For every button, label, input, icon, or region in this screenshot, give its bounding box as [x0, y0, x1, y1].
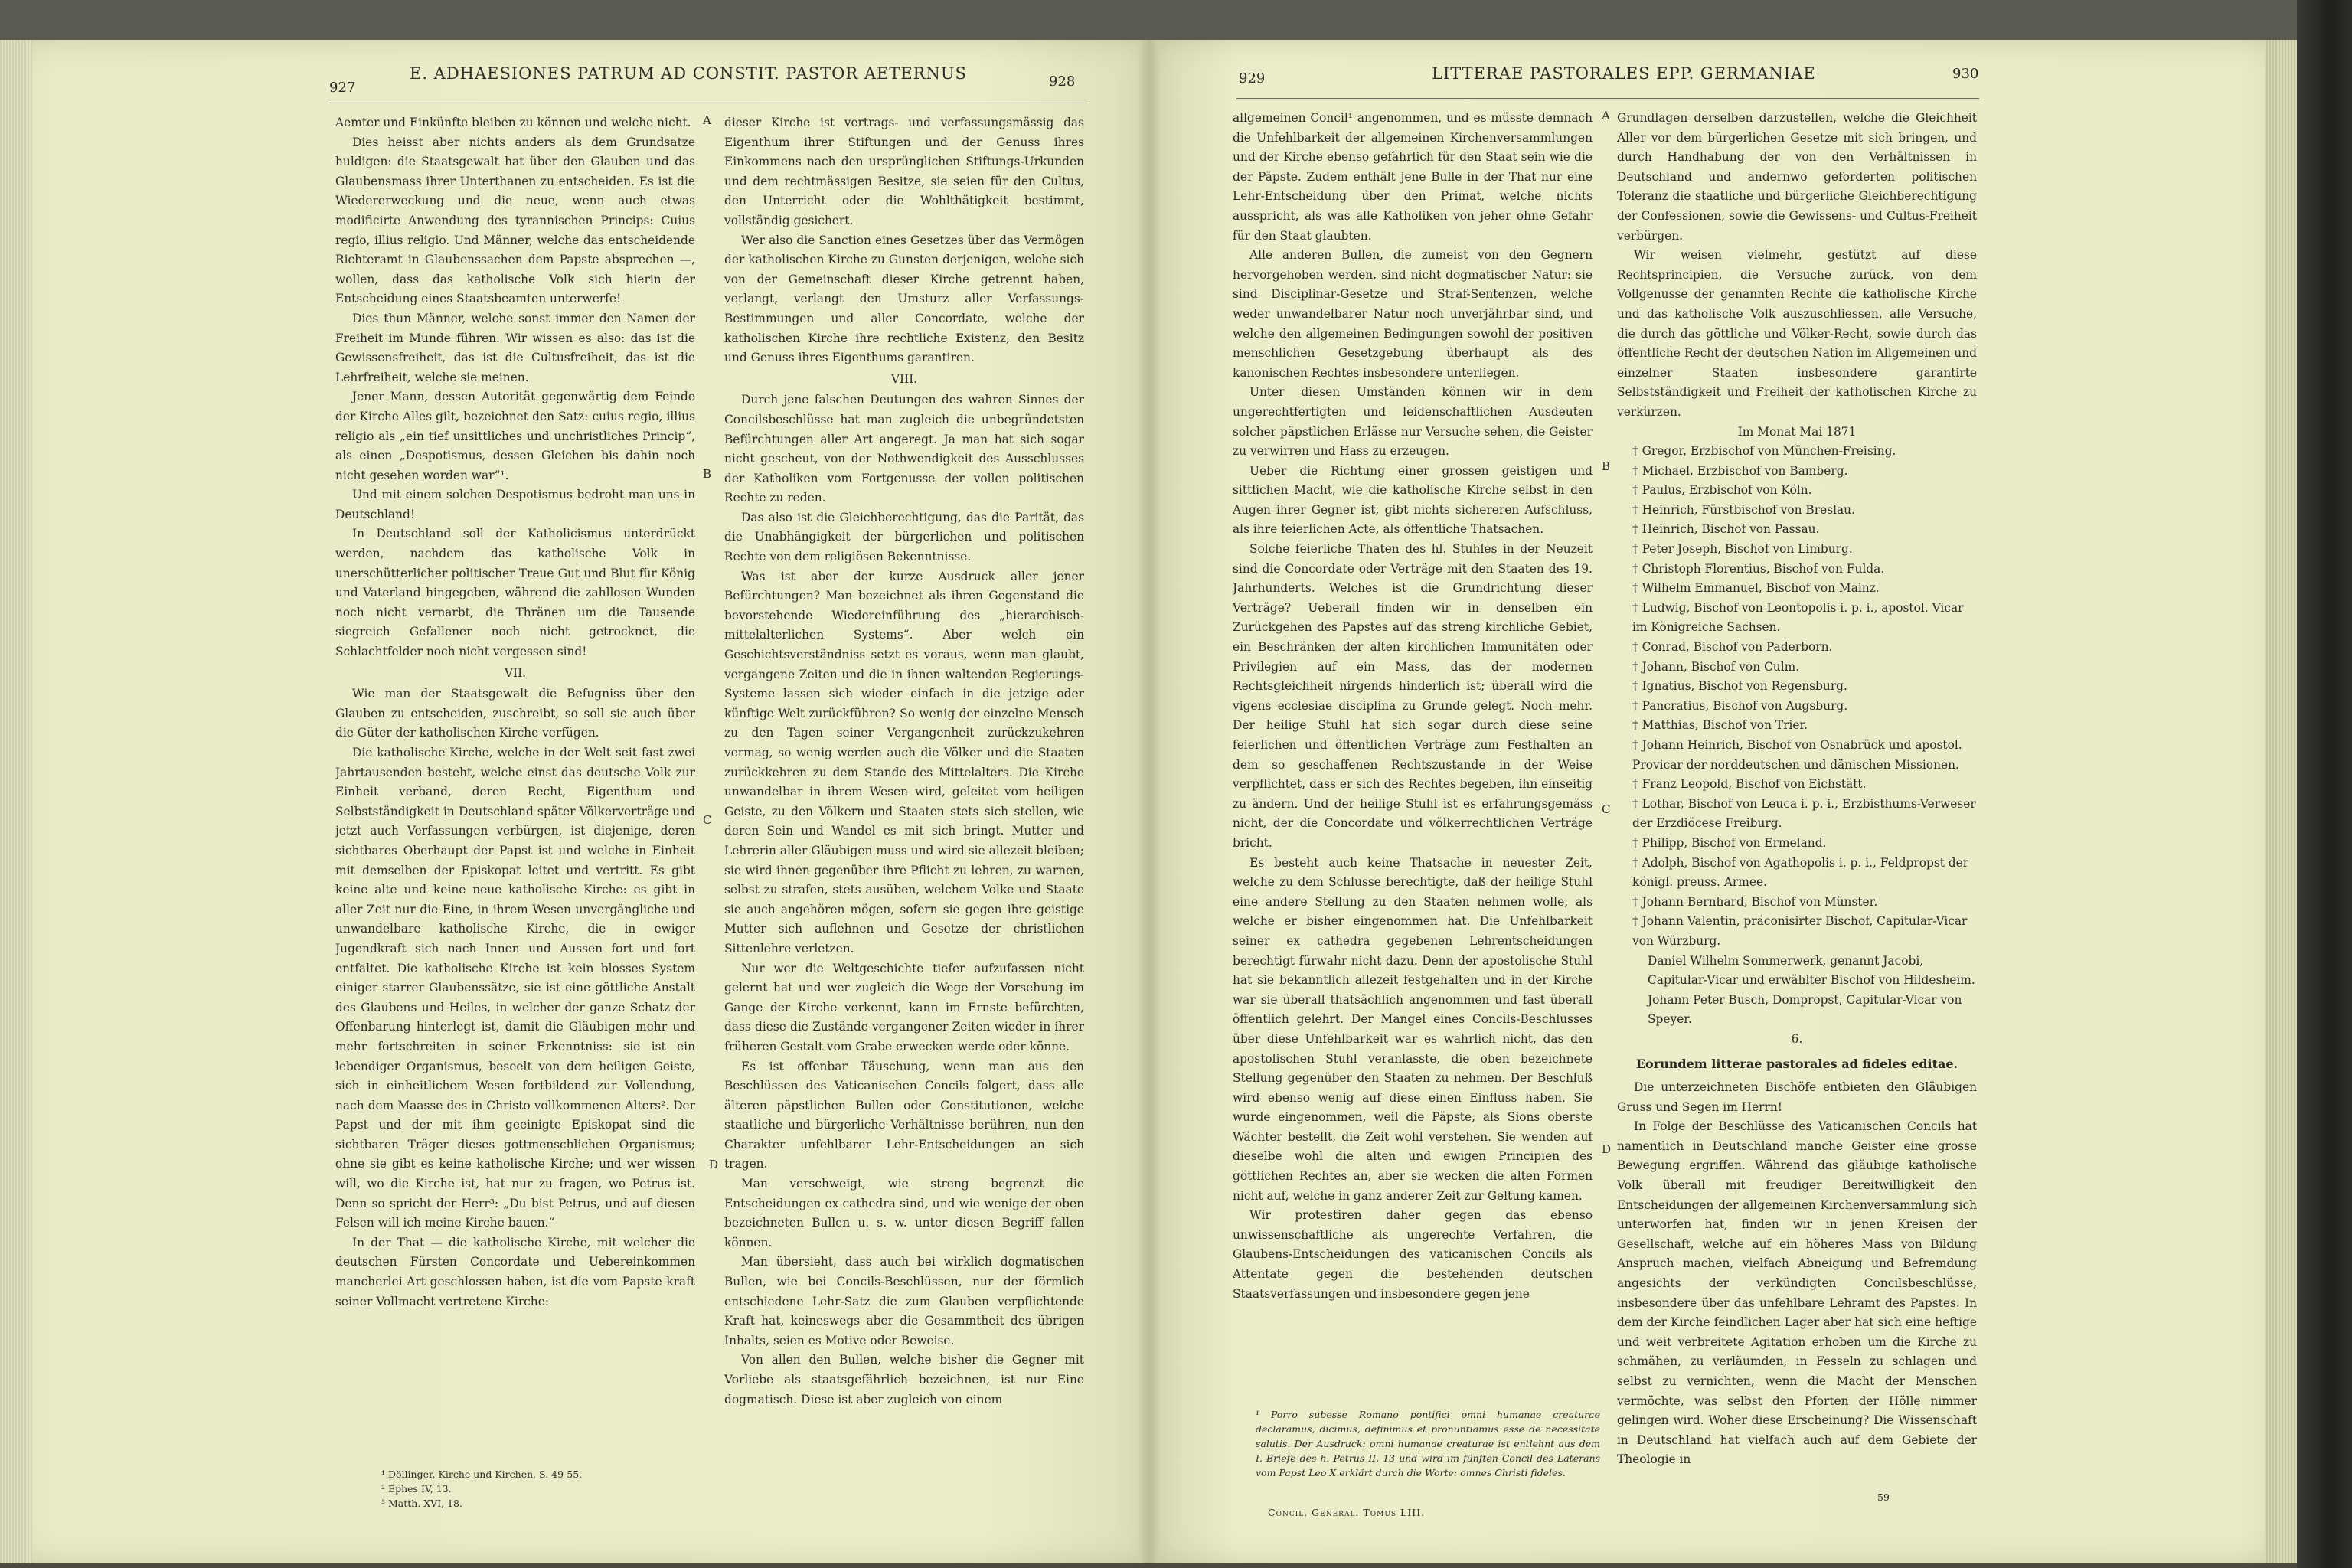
running-head: E. ADHAESIONES PATRUM AD CONSTIT. PASTOR AETERNUS [410, 64, 967, 83]
paragraph: Von allen den Bullen, welche bisher die Gegner mit Vorliebe als staatsgefährlich bezeichnen, ist nur Eine dogmatisch. Diese ist aber zugleich von einem [724, 1353, 1084, 1406]
paragraph: Wir weisen vielmehr, gestützt auf diese Rechtsprincipien, die Versuche zurück, von dem Vollgenusse der genannten Rechte die katholische Kirche und das katholische Volk auszuschliessen, alle Versuche, die durch das göttliche und Völker-Recht, sowie durch das öffentliche Recht der deutschen Nation im Allgemeinen und einzelner Staaten insbesondere garantirte Selbstständigkeit und Freiheit der katholischen Kirche zu verkürzen. [1617, 248, 1977, 419]
left-page-column-2 [724, 113, 1084, 1476]
left-page-column-1 [335, 113, 695, 1499]
signatory: † Pancratius, Bischof von Augsburg. [1632, 698, 1848, 713]
signatory: † Matthias, Bischof von Trier. [1632, 718, 1808, 733]
paragraph: Wie man der Staatsgewalt die Befugniss über den Glauben zu entscheiden, zuschreibt, so soll sie auch über die Güter der katholischen Kirche verfügen. [335, 687, 695, 740]
paragraph: Ueber die Richtung einer grossen geistigen und sittlichen Macht, wie die katholische Kirche selbst in den Augen ihrer Gegner ist, gibt nichts sichereren Aufschluss, als ihre feierlichen Acte, als öffentliche Thatsachen. [1233, 463, 1592, 537]
background-top [0, 0, 2297, 40]
signatory: † Gregor, Erzbischof von München-Freising. [1632, 444, 1896, 459]
signatory: † Wilhelm Emmanuel, Bischof von Mainz. [1632, 581, 1880, 596]
paragraph: Durch jene falschen Deutungen des wahren Sinnes der Concilsbeschlüsse hat man zugleich die unbegründetsten Befürchtungen aller Art angeregt. Ja man hat sich sogar nicht gescheut, von der Nothwendigkeit des Ausschlusses der Katholiken vom Fortgenusse der vollen politischen Rechte zu reden. [724, 393, 1084, 505]
book-gutter [1139, 40, 1159, 1563]
paragraph: Man übersieht, dass auch bei wirklich dogmatischen Bullen, wie bei Concils-Beschlüssen, nur der förmlich entschiedene Lehr-Satz die zum Glauben verpflichtende Kraft hat, keineswegs aber die Gesammtheit des übrigen Inhalts, seien es Motive oder Beweise. [724, 1255, 1084, 1348]
page-number: 930 [1952, 66, 1979, 82]
section-number: 6. [1791, 1031, 1803, 1046]
page-number: 929 [1239, 70, 1266, 87]
right-page-column-2 [1617, 109, 1977, 1487]
signatory: † Franz Leopold, Bischof von Eichstätt. [1632, 777, 1867, 792]
signatory: † Peter Joseph, Bischof von Limburg. [1632, 542, 1853, 557]
section-heading: VII. [504, 665, 527, 680]
signatory: † Johann Bernhard, Bischof von Münster. [1632, 894, 1878, 909]
paragraph: Und mit einem solchen Despotismus bedroht man uns in Deutschland! [335, 488, 695, 521]
page-number: 927 [329, 80, 356, 96]
signatory: † Johann, Bischof von Culm. [1632, 659, 1800, 674]
page-number: 928 [1049, 74, 1076, 90]
paragraph: In Deutschland soll der Katholicismus unterdrückt werden, nachdem das katholische Volk in unerschütterlicher politischer Treue Gut und Blut für König und Vaterland hingegeben, während die zahllosen Wunden noch nicht vernarbt, die Thränen um die Tausende siegreich Gefallener noch nicht getrocknet, die Schlachtfelder noch nicht vergessen sind! [335, 527, 695, 659]
signatory: † Michael, Erzbischof von Bamberg. [1632, 463, 1848, 478]
footnote: ¹ Döllinger, Kirche und Kirchen, S. 49-55. [381, 1468, 583, 1480]
paragraph: Solche feierliche Thaten des hl. Stuhles in der Neuzeit sind die Concordate oder Verträge mit den Staaten des 19. Jahrhunderts. Welches ist die Grundrichtung dieser Verträge? Ueberall finden wir in denselben ein Zurückgehen des Papstes auf das streng kirchliche Gebiet, ein Beschränken der alten kirchlichen Immunitäten oder Privilegien auf ein Mass, das der modernen Rechtsgleichheit nirgends hinderlich ist; überall wird die vigens ecclesiae disciplina zu Grunde gelegt. Noch mehr. Der heilige Stuhl hat sich sogar durch diese seine feierlichen und öffentlichen Verträge zum Festhalten an dem so geschaffenen Rechtszustande in der Weise verpflichtet, dass er sich des Rechtes begeben, ihn einseitig zu ändern. Und der heilige Stuhl ist es erfahrungsgemäss nicht, der die Concordate und völkerrechtlichen Verträge bricht. [1233, 542, 1592, 850]
paragraph: Wer also die Sanction eines Gesetzes über das Vermögen der katholischen Kirche zu Gunsten derjenigen, welche sich von der Gemeinschaft dieser Kirche getrennt haben, verlangt, verlangt den Umsturz aller Verfassungs-Bestimmungen und aller Concordate, welche der katholischen Kirche ihre rechtliche Existenz, den Besitz und Genuss ihres Eigenthums garantiren. [724, 233, 1084, 365]
margin-mark: B [1602, 459, 1611, 473]
paragraph: In der That — die katholische Kirche, mit welcher die deutschen Fürsten Concordate und Uebereinkommen mancherlei Art geschlossen haben, ist die vom Papste kraft seiner Vollmacht vertretene Kirche: [335, 1235, 695, 1308]
margin-mark: C [703, 813, 712, 827]
paragraph: Nur wer die Weltgeschichte tiefer aufzufassen nicht gelernt hat und wer zugleich die Wege der Vorsehung im Gange der Kirche verkennt, kann im Ernste befürchten, dass diese die Zustände vergangener Zeiten wieder in ihrer früheren Gestalt vom Grabe erwecken werde oder könne. [724, 961, 1084, 1054]
paragraph: Man verschweigt, wie streng begrenzt die Entscheidungen ex cathedra sind, und wie wenige der oben bezeichneten Bullen u. s. w. unter diesen Begriff fallen können. [724, 1177, 1084, 1250]
signatory: † Johann Valentin, präconisirter Bischof, Capitular-Vicar von Würzburg. [1632, 914, 1968, 948]
signatory: † Philipp, Bischof von Ermeland. [1632, 835, 1827, 850]
paragraph: Alle anderen Bullen, die zumeist von den Gegnern hervorgehoben werden, sind nicht dogmatischer Natur: sie sind Disciplinar-Gesetze und Straf-Sentenzen, welche weder unwandelbarer Natur noch unverjährbar sind, und welche den allgemeinen Bedingungen sowohl der positiven menschlichen Gesetzgebung überhaupt als des kanonischen Rechtes insbesondere unterliegen. [1233, 248, 1592, 380]
paragraph: Es besteht auch keine Thatsache in neuester Zeit, welche zu dem Schlusse berechtigte, daß der heilige Stuhl eine andere Stellung zu den Staaten nehmen wolle, als welche er bisher eingenommen hat. Die Unfehlbarkeit seiner ex cathedra gegebenen Lehrentscheidungen berechtigt fürwahr nicht dazu. Denn der apostolische Stuhl hat sie bekanntlich allezeit festgehalten und in der Kirche war sie überall thatsächlich angenommen und fast überall öffentlich gelehrt. Der Mangel eines Concils-Beschlusses über diese Unfehlbarkeit war es wahrlich nicht, das den apostolischen Stuhl veranlasste, die oben bezeichnete Stellung gegenüber den Staaten zu nehmen. Der Beschluß wird ebenso wenig auf diese einen Einfluss haben. Sie wurde eingenommen, weil die Päpste, als Sions oberste Wächter bestellt, die Zeit wohl verstehen. Sie wenden auf dieselbe wohl die alten und ewigen Principien des göttlichen Rechtes an, aber sie wecken die alten Formen nicht auf, welche in ganz anderer Zeit zur Geltung kamen. [1233, 855, 1592, 1203]
paragraph: Grundlagen derselben darzustellen, welche die Gleichheit Aller vor dem bürgerlichen Gesetze mit sich bringen, und durch Handhabung der von den Verhältnissen in Deutschland und andernwo geforderten politischen Toleranz die staatliche und bürgerliche Gleichberechtigung der Confessionen, sowie die Gewissens- und Cultus-Freiheit verbürgen. [1617, 111, 1977, 243]
signatory: † Heinrich, Fürstbischof von Breslau. [1632, 502, 1855, 517]
margin-mark: A [703, 113, 711, 127]
margin-mark: B [703, 467, 712, 481]
paragraph: Was ist aber der kurze Ausdruck aller jener Befürchtungen? Man bezeichnet als ihren Gegenstand die bevorstehende Wiedereinführung des „hierarchisch-mittelalterlichen Systems“. Aber welch ein Geschichtsverständniss setzt es voraus, wenn man glaubt, vergangene Zeiten und die in ihnen waltenden Regierungs-Systeme lassen sich wieder einfach in die jetzige oder künftige Welt zurückführen? So wenig der einzelne Mensch zu den Tagen seiner Vergangenheit zurückzukehren vermag, so wenig werden auch die Völker und die Staaten zurückkehren zu dem Stande des Mittelalters. Die Kirche unwandelbar in ihrem Wesen wird, geleitet vom heiligen Geiste, zu den Völkern und Staaten stets sich stellen, wie deren Sein und Wandel es mit sich bringt. Mutter und Lehrerin aller Gläubigen muss und wird sie allezeit bleiben; sie wird ihnen gegenüber ihre Pflicht zu lehren, zu warnen, selbst zu strafen, stets ausüben, welchem Volke und Staate sie auch angehören mögen, sofern sie gegen ihre geistige Mutter sich auflehnen und Gesetze der christlichen Sittenlehre verletzen. [724, 569, 1084, 956]
page-edges-left [0, 40, 32, 1563]
signatory: † Conrad, Bischof von Paderborn. [1632, 640, 1833, 655]
paragraph: allgemeinen Concil¹ angenommen, und es müsste demnach die Unfehlbarkeit der allgemeinen Kirchenversammlungen und der Kirche ebenso gefährlich für den Staat sein wie die der Päpste. Zudem enthält jene Bulle in der That nur eine Lehr-Entscheidung über den Primat, welche nichts ausspricht, als was alle Katholiken von jeher ohne Gefahr für den Staat glaubten. [1233, 111, 1592, 243]
right-page-column-1 [1233, 109, 1592, 1387]
signatory: † Johann Heinrich, Bischof von Osnabrück und apostol. Provicar der norddeutschen und dänischen Missionen. [1632, 738, 1962, 772]
signatory: † Christoph Florentius, Bischof von Fulda. [1632, 561, 1885, 576]
page-edges-right [2265, 40, 2297, 1563]
paragraph: Unter diesen Umständen können wir in dem ungerechtfertigten und leidenschaftlichen Ausdeuten solcher päpstlichen Erlässe nur Versuche sehen, die Geister zu verwirren und Hass zu erzeugen. [1233, 385, 1592, 459]
header-rule [1236, 98, 1979, 99]
book-spine [2297, 0, 2352, 1568]
paragraph: Aemter und Einkünfte bleiben zu können und welche nicht. [335, 116, 691, 129]
signatory: Daniel Wilhelm Sommerwerk, genannt Jacobi, Capitular-Vicar und erwählter Bischof von Hildesheim. [1648, 953, 1975, 988]
running-head: LITTERAE PASTORALES EPP. GERMANIAE [1432, 64, 1816, 83]
signatory: † Ludwig, Bischof von Leontopolis i. p. i., apostol. Vicar im Königreiche Sachsen. [1632, 600, 1964, 635]
margin-mark: C [1602, 802, 1611, 816]
paragraph: Die unterzeichneten Bischöfe entbieten den Gläubigen Gruss und Segen im Herrn! [1617, 1080, 1977, 1114]
paragraph: Das also ist die Gleichberechtigung, das die Parität, das die Unabhängigkeit der bürgerlichen und politischen Rechte von dem religiösen Bekenntnisse. [724, 510, 1084, 564]
signatory: † Lothar, Bischof von Leuca i. p. i., Erzbisthums-Verweser der Erzdiöcese Freiburg. [1632, 796, 1976, 831]
signatory: † Adolph, Bischof von Agathopolis i. p. i., Feldpropst der königl. preuss. Armee. [1632, 855, 1969, 890]
date-line: Im Monat Mai 1871 [1737, 424, 1857, 439]
paragraph: Wir protestiren daher gegen das ebenso unwissenschaftliche als ungerechte Verfahren, die Glaubens-Entscheidungen des vaticanischen Concils als Attentate gegen die bestehenden deutschen Staatsverfassungen und insbesondere gegen jene [1233, 1208, 1592, 1301]
paragraph: Dies thun Männer, welche sonst immer den Namen der Freiheit im Munde führen. Wir wissen es also: das ist die Gewissensfreiheit, das ist die Cultusfreiheit, das ist die Lehrfreiheit, welche sie meinen. [335, 311, 695, 384]
signatory: † Ignatius, Bischof von Regensburg. [1632, 679, 1847, 694]
margin-mark: D [1602, 1142, 1612, 1156]
paragraph: Jener Mann, dessen Autorität gegenwärtig dem Feinde der Kirche Alles gilt, bezeichnet den Satz: cuius regio, illius religio als „ein tief unsittliches und unchristliches Princip“, als einen „Despotismus, dessen Gleichen bis dahin noch nicht gesehen worden war“¹. [335, 390, 695, 482]
footnote: ¹ Porro subesse Romano pontifici omni humanae creaturae declaramus, dicimus, definimus et pronuntiamus esse de necessitate salutis. Der Ausdruck: omni humanae creaturae ist entlehnt aus dem I. Briefe des h. Petrus II, 13 und wird im fünften Concil des Laterans vom Papst Leo X erklärt durch die Worte: omnes Christi fideles. [1256, 1409, 1600, 1478]
section-heading: VIII. [890, 371, 918, 386]
signatory: † Heinrich, Bischof von Passau. [1632, 522, 1820, 537]
signature-line: Concil. General. Tomus LIII. [1268, 1507, 1426, 1518]
signature-number: 59 [1877, 1491, 1890, 1503]
signatory: Johann Peter Busch, Dompropst, Capitular-Vicar von Speyer. [1648, 992, 1962, 1027]
margin-mark: D [709, 1158, 719, 1171]
paragraph: Die katholische Kirche, welche in der Welt seit fast zwei Jahrtausenden besteht, welche einst das deutsche Volk zur Einheit verband, deren Recht, Eigenthum und Selbstständigkeit in Deutschland später Völkerverträge und jetzt auch Verfassungen verbürgen, ist diejenige, deren sichtbares Oberhaupt der Papst ist und welche in Einheit mit demselben der Episkopat leitet und vertritt. Es gibt keine alte und keine neue katholische Kirche: es gibt in aller Zeit nur die Eine, in ihrem Wesen unvergängliche und unwandelbare katholische Kirche, die in ewiger Jugendkraft sich nach Innen und Aussen fort und fort entfaltet. Die katholische Kirche ist kein blosses System einiger starrer Glaubenssätze, sie ist eine göttliche Anstalt des Glaubens und Heiles, in welcher der ganze Schatz der Offenbarung hinterlegt ist, damit die Gläubigen mehr und mehr fortschreiten in seiner Erkenntniss: sie ist ein lebendiger Organismus, beseelt von dem heiligen Geiste, sich in einheitlichem Wesen fortbildend zur Vollendung, nach dem Maasse des in Christo vollkommenen Alters². Der Papst und der mit ihm geeinigte Episkopat sind die sichtbaren Träger dieses gottmenschlichen Organismus; ohne sie gibt es keine katholische Kirche; und wer wissen will, wo die Kirche ist, hat nur zu fragen, wo Petrus ist. Denn so spricht der Herr³: „Du bist Petrus, und auf diesen Felsen will ich meine Kirche bauen.“ [335, 746, 695, 1230]
paragraph: In Folge der Beschlüsse des Vaticanischen Concils hat namentlich in Deutschland manche Geister eine grosse Bewegung ergriffen. Während das gläubige katholische Volk überall mit freudiger Bereitwilligkeit den Entscheidungen der allgemeinen Kirchenversammlung sich unterworfen hat, finden wir in jenen Kreisen der Gesellschaft, welche auf ein höheres Mass von Bildung Anspruch machen, vielfach Abneigung und Befremdung angesichts der verkündigten Concilsbeschlüsse, insbesondere über das unfehlbare Lehramt des Papstes. In dem der Kirche feindlichen Lager aber hat sich eine heftige und weit verbreitete Agitation erhoben um die Kirche zu schmähen, zu verläumden, in Fesseln zu schlagen und selbst zu vernichten, wenn die Macht der Menschen vermöchte, was selbst den Pforten der Hölle nimmer gelingen wird. Woher diese Erscheinung? Die Wissenschaft in Deutschland hat vielfach auch auf dem Gebiete der Theologie in [1617, 1119, 1977, 1467]
paragraph: Es ist offenbar Täuschung, wenn man aus den Beschlüssen des Vaticanischen Concils folgert, dass alle älteren päpstlichen Bullen oder Constitutionen, welche staatliche und bürgerliche Verhältnisse berühren, nun den Charakter unfehlbarer Lehr-Entscheidungen an sich tragen. [724, 1059, 1084, 1171]
footnote: ² Ephes IV, 13. [381, 1483, 452, 1494]
section-title: Eorundem litterae pastorales ad fideles editae. [1635, 1056, 1958, 1071]
paragraph: dieser Kirche ist vertrags- und verfassungsmässig das Eigenthum ihrer Stiftungen und der Genuss ihres Einkommens nach den ursprünglichen Stiftungs-Urkunden und dem rechtmässigen Besitze, sie seien für den Cultus, den Unterricht oder die Wohlthätigkeit bestimmt, vollständig gesichert. [724, 116, 1084, 227]
paragraph: Dies heisst aber nichts anders als dem Grundsatze huldigen: die Staatsgewalt hat über den Glauben und das Glaubensmass ihrer Unterthanen zu entscheiden. Es ist die Wiedererweckung und die neue, wenn auch etwas modificirte Anwendung des tyrannischen Princips: Cuius regio, illius religio. Und Männer, welche das entscheidende Richteramt in Glaubenssachen dem Papste absprechen —, wollen, dass das katholische Volk sich hierin der Entscheidung eines Staatsbeamten unterwerfe! [335, 135, 695, 306]
signatory: † Paulus, Erzbischof von Köln. [1632, 483, 1812, 498]
footnote: ³ Matth. XVI, 18. [381, 1498, 462, 1509]
margin-mark: A [1602, 109, 1610, 122]
